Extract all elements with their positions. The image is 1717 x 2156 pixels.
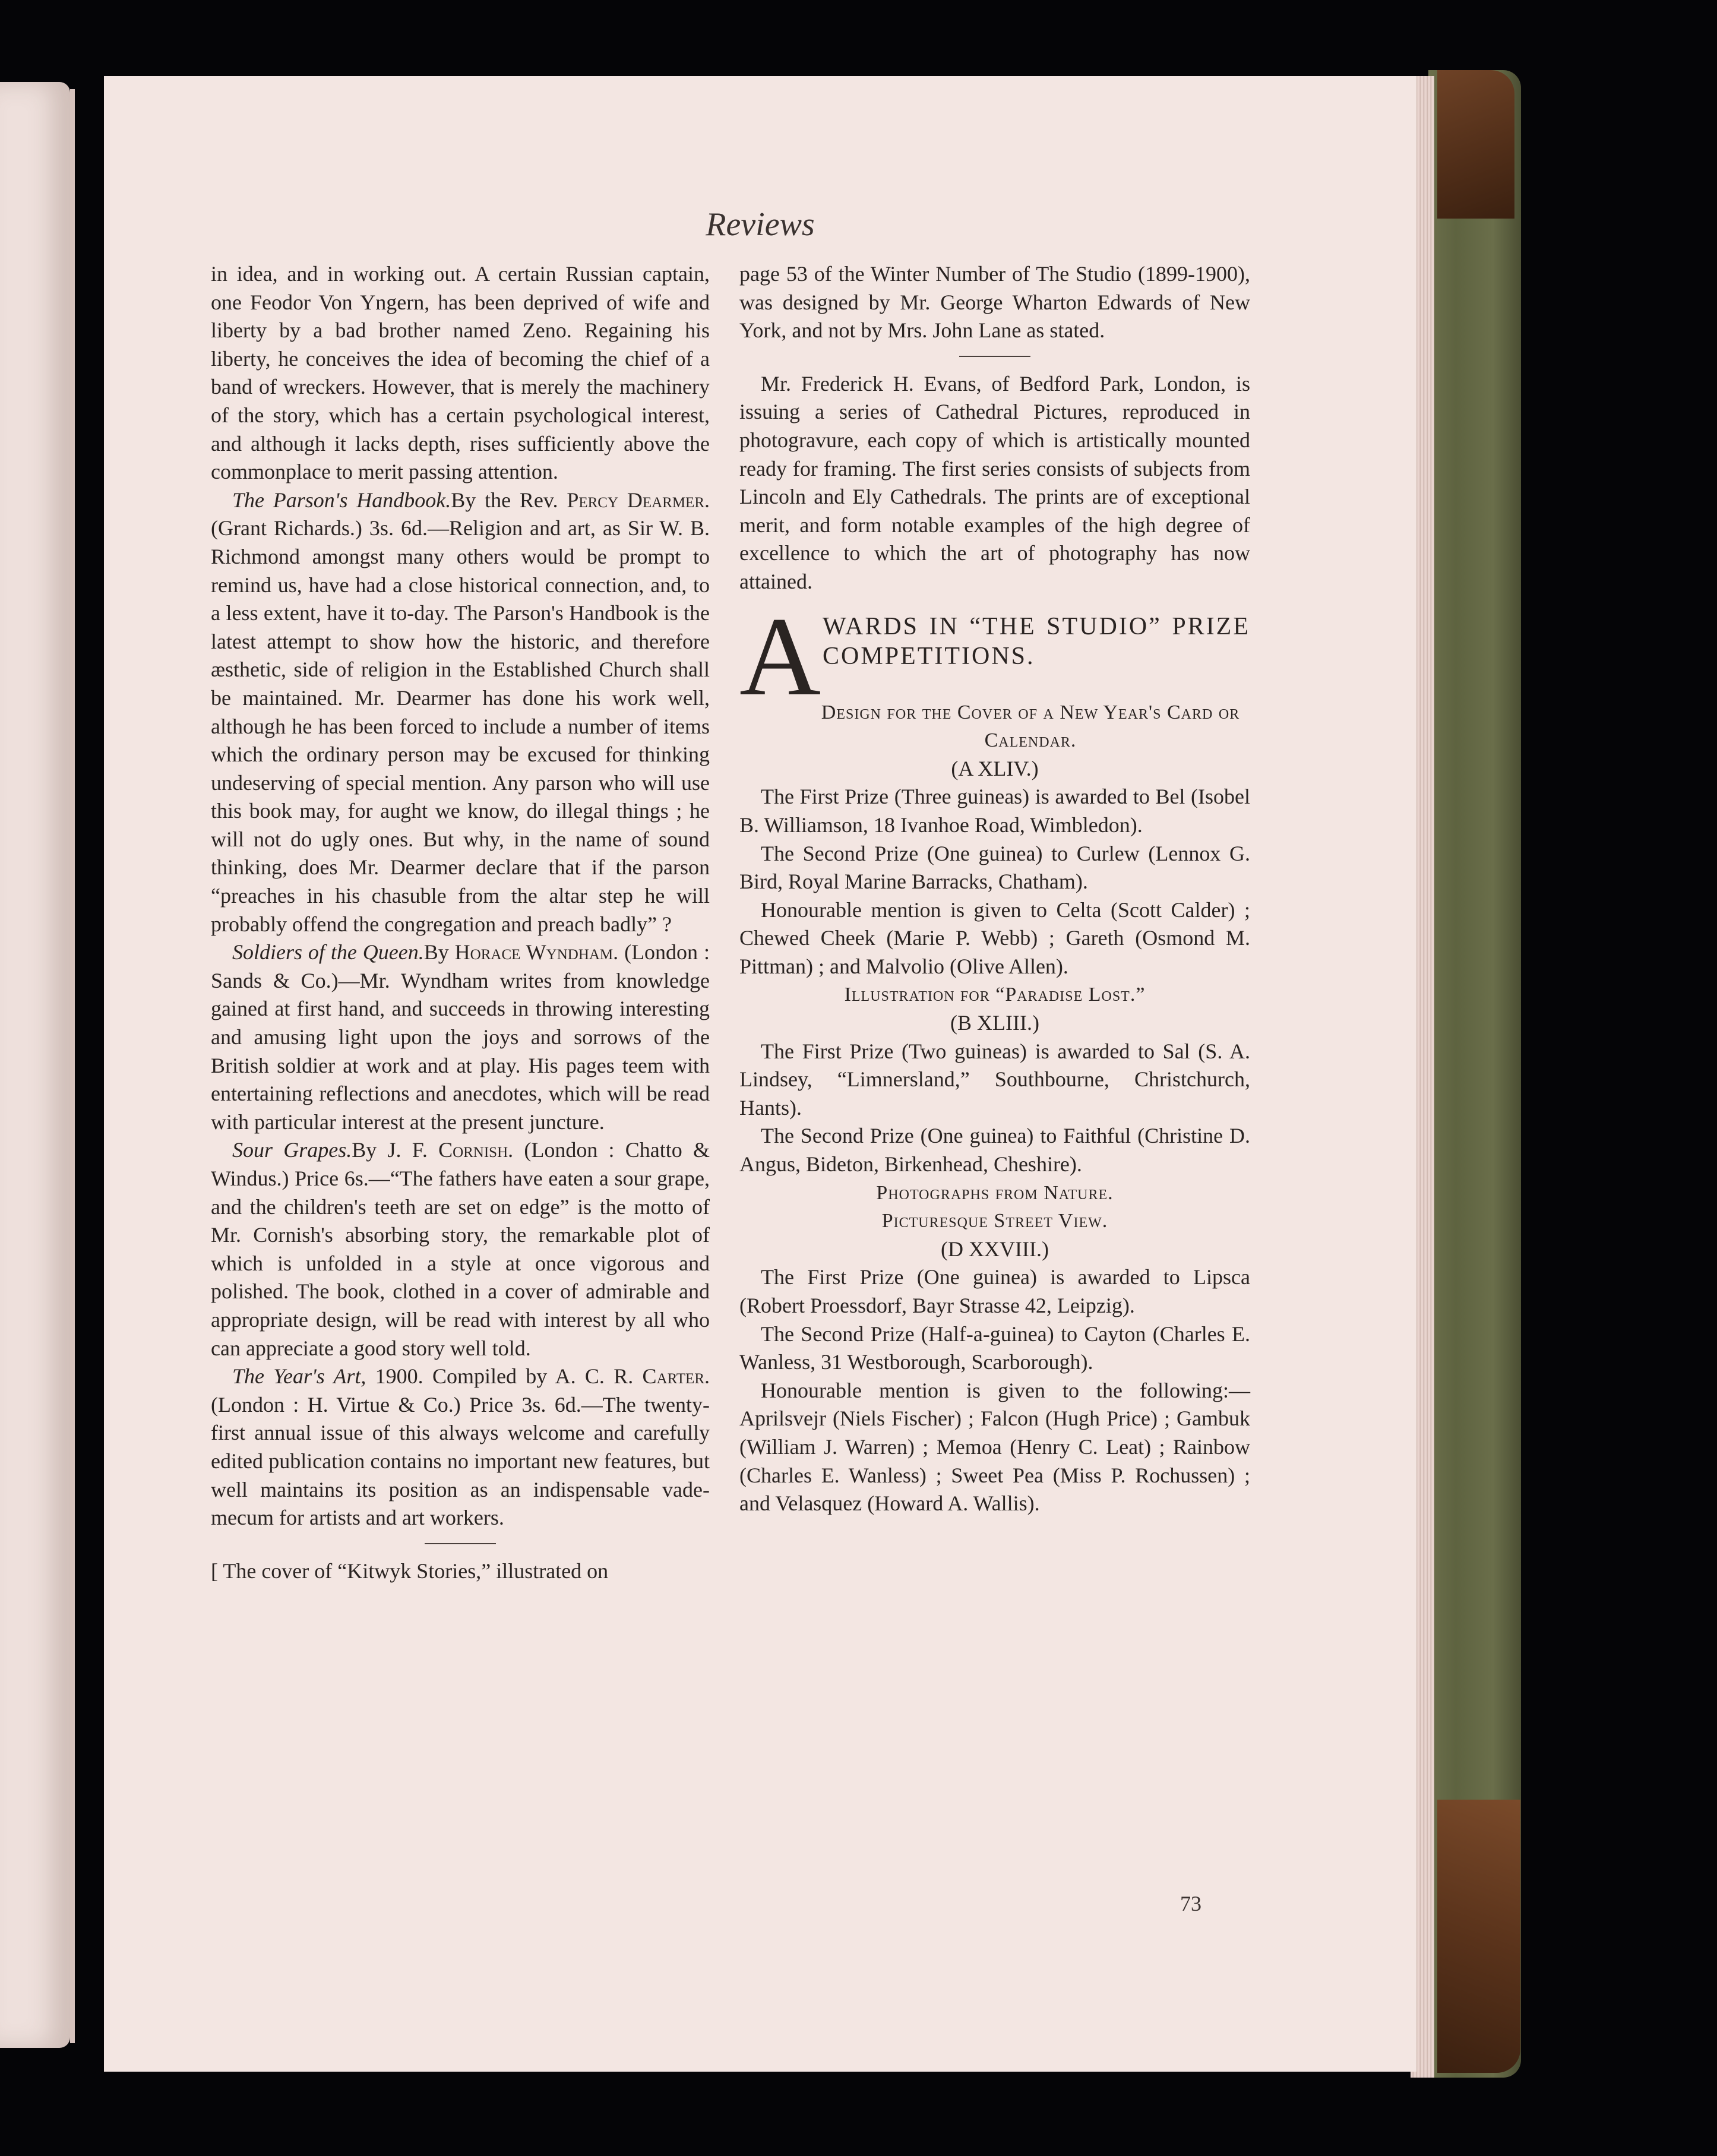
prize-award: The Second Prize (One guinea) to Faithful (Christine D. Angus, Bideton, Birkenhead, Cheshire). — [739, 1124, 1250, 1177]
awards-heading — [739, 594, 1250, 719]
cover-correction-continuation: page 53 of the Winter Number of The Studio (1899-1900), was designed by Mr. George Wharton Edwards of New York, and not by Mrs. John Lane as stated. — [739, 262, 1250, 343]
evans-announcement: Mr. Frederick H. Evans, of Bedford Park, London, is issuing a series of Cathedral Pictures, reproduced in photogravure, each copy of which is artistically mounted ready for framing. The first series consists of subjects from Lincoln and Ely Cathedrals. The prints are of exceptional merit, and form notable examples of the high degree of excellence to which the art of photography has now attained. — [739, 371, 1250, 593]
review-soldiers-of-the-queen: Soldiers of the Queen.By Horace Wyndham. (London : Sands & Co.)—Mr. Wyndham writes from knowledge gained at first hand, and succeeds in throwing interesting and amusing light upon the joys and sorrows of the British soldier at work and at play. His pages teem with entertaining reflections and anecdotes, which will be read with particular interest at the present juncture. — [211, 940, 710, 1134]
review-author: Percy Dearmer. — [567, 488, 710, 512]
binding-corner-top — [1437, 70, 1514, 219]
prize-award: The First Prize (One guinea) is awarded to Lipsca (Robert Proessdorf, Bayr Strasse 42, Leipzig). — [739, 1265, 1250, 1317]
book-page — [104, 76, 1416, 2072]
competition-code: (D XXVIII.) — [941, 1237, 1049, 1261]
competition-heading: Design for the Cover of a New Year's Card or Calendar. — [821, 701, 1240, 752]
binding-corner-bottom — [1437, 1800, 1520, 2073]
review-parsons-handbook: The Parson's Handbook.By the Rev. Percy Dearmer. (Grant Richards.) 3s. 6d.—Religion and art, as Sir W. B. Richmond amongst many others would be prompt to remind us, have had a close historical connection, and, to a less extent, have it to-day. The Parson's Handbook is the latest attempt to show how the historic, and therefore æsthetic, side of religion in the Established Church shall be maintained. Mr. Dearmer has done his work well, although he has been forced to include a number of items which the ordinary person may be excused for thinking undeserving of special mention. Any parson who will use this book may, for aught we know, do illegal things ; he will not do ugly ones. But why, in the name of sound thinking, does Mr. Dearmer declare that if the parson “preaches in his chasuble from the altar step he will probably offend the congregation and preach badly” ? — [211, 488, 710, 936]
competition-heading: Illustration for “Paradise Lost.” — [844, 984, 1146, 1006]
review-author: Cornish. — [438, 1138, 514, 1162]
prize-award: The Second Prize (Half-a-guinea) to Cayton (Charles E. Wanless, 31 Westborough, Scarborough). — [739, 1322, 1250, 1374]
honourable-mention: Honourable mention is given to the following:— Aprilsvejr (Niels Fischer) ; Falcon (Hugh Price) ; Gambuk (William J. Warren) ; Memoa (Henry C. Leat) ; Rainbow (Charles E. Wanless) ; Sweet Pea (Miss P. Rochussen) ; and Velasquez (Howard A. Wallis). — [739, 1378, 1250, 1516]
bracket-mark: [ — [211, 1558, 218, 1583]
review-continuation: in idea, and in working out. A certain Russian captain, one Feodor Von Yngern, has been deprived of wife and liberty by a bad brother named Zeno. Regaining his liberty, he conceives the idea of becoming the chief of a band of wreckers. However, that is merely the machinery of the story, which has a certain psychological interest, and although it lacks depth, rises sufficiently above the commonplace to merit passing attention. — [211, 262, 710, 484]
review-author: Carter. — [642, 1364, 710, 1389]
cover-correction-note: [ The cover of “Kitwyk Stories,” illustrated on — [211, 1558, 609, 1583]
running-head: Reviews — [706, 206, 815, 243]
competition-heading: Photographs from Nature. — [876, 1181, 1114, 1204]
prize-award: The Second Prize (One guinea) to Curlew (Lennox G. Bird, Royal Marine Barracks, Chatham). — [739, 841, 1250, 894]
review-title: Soldiers of the Queen. — [232, 940, 424, 965]
facing-page — [0, 82, 70, 2048]
review-author: Horace Wyndham. — [454, 940, 619, 965]
left-column — [211, 260, 710, 1585]
book-binding — [1428, 70, 1521, 2078]
review-title: The Parson's Handbook. — [232, 488, 451, 512]
review-title: Sour Grapes. — [232, 1138, 352, 1162]
prize-award: The First Prize (Two guineas) is awarded to Sal (S. A. Lindsey, “Limnersland,” Southbourne, Christchurch, Hants). — [739, 1039, 1250, 1120]
facing-page-edge — [70, 89, 75, 2043]
honourable-mention: Honourable mention is given to Celta (Scott Calder) ; Chewed Cheek (Marie P. Webb) ; Gareth (Osmond M. Pittman) ; and Malvolio (Olive Allen). — [739, 897, 1250, 978]
review-sour-grapes: Sour Grapes.By J. F. Cornish. (London : Chatto & Windus.) Price 6s.—“The fathers have eaten a sour grape, and the children's teeth are set on edge” is the motto of Mr. Cornish's absorbing story, the remarkable plot of which is unfolded in a style at once vigorous and polished. The book, clothed in a cover of admirable and appropriate design, will be read with interest by all who can appreciate a good story well told. — [211, 1138, 710, 1360]
review-title: The Year's Art, — [232, 1364, 366, 1389]
section-rule — [959, 356, 1030, 357]
drop-cap: A — [739, 594, 821, 719]
competition-subheading: Picturesque Street View. — [881, 1210, 1108, 1232]
prize-award: The First Prize (Three guineas) is awarded to Bel (Isobel B. Williamson, 18 Ivanhoe Road, Wimbledon). — [739, 785, 1250, 837]
review-years-art: The Year's Art, 1900. Compiled by A. C. R. Carter. (London : H. Virtue & Co.) Price 3s. 6d.—The twenty-first annual issue of this always welcome and carefully edited publication contains no important new features, but well maintains its position as an indispensable vade-mecum for artists and art workers. — [211, 1364, 710, 1530]
awards-title: WARDS IN “THE STUDIO” PRIZE COMPETITIONS. — [823, 612, 1250, 670]
competition-code: (A XLIV.) — [951, 756, 1039, 780]
section-rule — [425, 1543, 496, 1544]
competition-code: (B XLIII.) — [950, 1011, 1039, 1035]
page-number: 73 — [1180, 1892, 1201, 1915]
right-column — [739, 260, 1250, 1518]
